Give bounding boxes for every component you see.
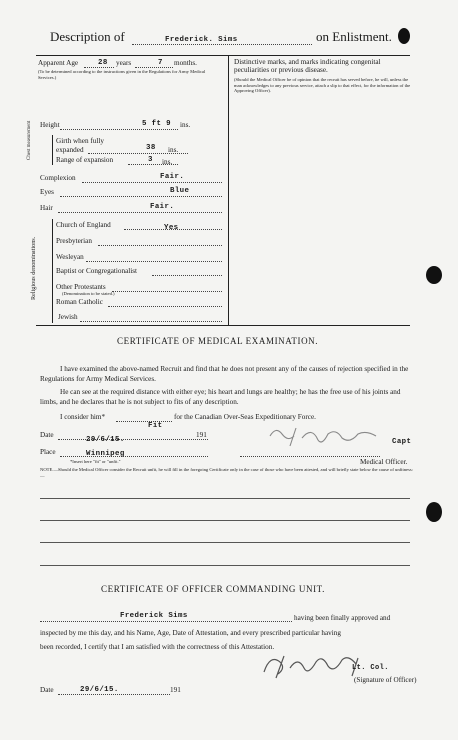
- religious-denominations-label: Religious denominations.: [30, 236, 37, 300]
- officer-date-line: [58, 694, 170, 695]
- punch-hole-middle: [426, 266, 442, 284]
- complexion-label: Complexion: [40, 174, 76, 182]
- punch-hole-bottom: [426, 502, 442, 522]
- height-label: Height: [40, 121, 60, 129]
- religion-baptist: Baptist or Congregationalist: [56, 267, 138, 275]
- medical-date-label: Date: [40, 431, 54, 439]
- girth-ins-label: ins.: [168, 146, 179, 154]
- unfitness-line-1: [40, 498, 410, 499]
- medical-officer-label: Medical Officer.: [360, 458, 408, 466]
- medical-para-1: I have examined the above-named Recruit and find that he does not present any of the causes of rejection specified in the Regulations for Army Medical Services.: [40, 365, 409, 383]
- punch-hole-top: [398, 28, 410, 44]
- officer-recruit-name: Frederick Sims: [120, 612, 188, 620]
- hair-value: Fair.: [150, 203, 175, 211]
- officer-year-prefix: 191: [170, 686, 181, 694]
- form-top-rule: [36, 55, 410, 56]
- religion-jewish: Jewish: [58, 313, 78, 321]
- officer-certificate-title: CERTIFICATE OF OFFICER COMMANDING UNIT.: [101, 584, 325, 594]
- range-label: Range of expansion: [56, 156, 114, 164]
- months-label: months.: [174, 59, 197, 67]
- header-recruit-name: Frederick. Sims: [165, 36, 238, 44]
- age-years-value: 28: [98, 59, 108, 67]
- medical-year-prefix: 191: [196, 431, 207, 439]
- consider-value: Fit: [148, 422, 163, 430]
- officer-line-2: inspected by me this day, and his Name, Age, Date of Attestation, and every prescribed particular having: [40, 629, 341, 637]
- religion-church-of-england: Church of England: [56, 221, 111, 229]
- place-value: Winnipeg: [86, 450, 125, 458]
- form-column-divider: [228, 55, 229, 325]
- officer-line-3: been recorded, I certify that I am satisfied with the correctness of this Attestation.: [40, 643, 275, 651]
- range-ins-label: ins.: [162, 158, 173, 166]
- religion-wesleyan: Wesleyan: [56, 253, 84, 261]
- chest-measurement-label: Chest measurement: [27, 120, 32, 160]
- girth-value: 38: [146, 144, 156, 152]
- complexion-value: Fair.: [160, 173, 185, 181]
- years-label: years: [116, 59, 132, 67]
- unfitness-line-4: [40, 565, 410, 566]
- officer-approved-text: having been finally approved and: [294, 614, 391, 622]
- apparent-age-label: Apparent Age: [38, 59, 79, 67]
- height-line: [60, 129, 178, 130]
- religion-presbyterian: Presbyterian: [56, 237, 92, 245]
- religion-line-5: [112, 291, 222, 292]
- age-months-value: 7: [158, 59, 163, 67]
- religion-line-7: [80, 321, 222, 322]
- range-value: 3: [148, 156, 153, 164]
- religion-denomination-note: (Denomination to be stated.): [62, 291, 115, 296]
- distinctive-marks-heading: Distinctive marks, and marks indicating congenital peculiarities or previous disease.: [234, 58, 381, 74]
- religion-line-2: [98, 245, 222, 246]
- insert-fit-note: *Insert here "fit" or "unfit.": [70, 459, 121, 464]
- medical-officer-instruction: (Should the Medical Officer be of opinion that the recruit has served before, he will, unless the man acknowledges to any previous service, attach a slip to that effect, for the information of the Approving Officer).: [234, 77, 411, 94]
- religion-bracket: [52, 219, 53, 323]
- religion-line-4: [152, 275, 222, 276]
- eyes-line: [60, 196, 222, 197]
- age-instruction-note: (To be determined according to the instructions given in the Regulations for Army Medical Services.): [38, 69, 206, 80]
- religion-roman-catholic: Roman Catholic: [56, 298, 103, 306]
- medical-date-value: 29/6/15.: [86, 436, 125, 444]
- height-value: 5 ft 9: [142, 120, 172, 128]
- medical-date-line: [58, 439, 208, 440]
- consider-label: I consider him*: [60, 413, 106, 421]
- unfit-note: NOTE.—Should the Medical Officer consider the Recruit unfit, he will fill in the foregoing Certificate only in the case of those who have been attested, and will briefly state below the cause of unfitness:—: [40, 467, 413, 478]
- medical-officer-signature: [266, 424, 386, 450]
- officer-date-value: 29/6/15.: [80, 686, 119, 694]
- age-years-line: [84, 67, 114, 68]
- eyes-label: Eyes: [40, 188, 54, 196]
- form-bottom-rule: [36, 325, 410, 326]
- commanding-officer-rank: Lt. Col.: [352, 664, 389, 672]
- unfitness-line-3: [40, 542, 410, 543]
- religion-other-protestants: Other Protestants: [56, 283, 106, 291]
- signature-of-officer-label: (Signature of Officer): [354, 676, 417, 684]
- place-label: Place: [40, 448, 56, 456]
- religion-church-of-england-value: Yes: [164, 224, 179, 232]
- hair-line: [58, 212, 222, 213]
- eyes-value: Blue: [170, 187, 190, 195]
- complexion-line: [82, 182, 222, 183]
- place-line: [60, 456, 208, 457]
- chest-bracket: [52, 135, 53, 165]
- medical-certificate-title: CERTIFICATE OF MEDICAL EXAMINATION.: [117, 336, 319, 346]
- religion-line-3: [86, 261, 222, 262]
- header-on-enlistment: on Enlistment.: [316, 29, 392, 44]
- officer-name-line: [40, 621, 292, 622]
- unfitness-line-2: [40, 520, 410, 521]
- religion-line-6: [108, 306, 222, 307]
- age-months-line: [135, 67, 173, 68]
- consider-suffix: for the Canadian Over-Seas Expeditionary Force.: [174, 413, 316, 421]
- header-name-line: [132, 44, 312, 45]
- height-ins-label: ins.: [180, 121, 191, 129]
- hair-label: Hair: [40, 204, 53, 212]
- medical-officer-line: [240, 456, 380, 457]
- officer-date-label: Date: [40, 686, 54, 694]
- medical-officer-rank: Capt: [392, 438, 412, 446]
- header-description-of: Description of: [50, 29, 125, 44]
- girth-label: Girth when fully expanded: [56, 137, 104, 154]
- consider-line: [116, 421, 172, 422]
- medical-para-2: He can see at the required distance with either eye; his heart and lungs are healthy; he has the free use of his joints and limbs, and he declares that he is not subject to fits of any description.: [40, 388, 401, 406]
